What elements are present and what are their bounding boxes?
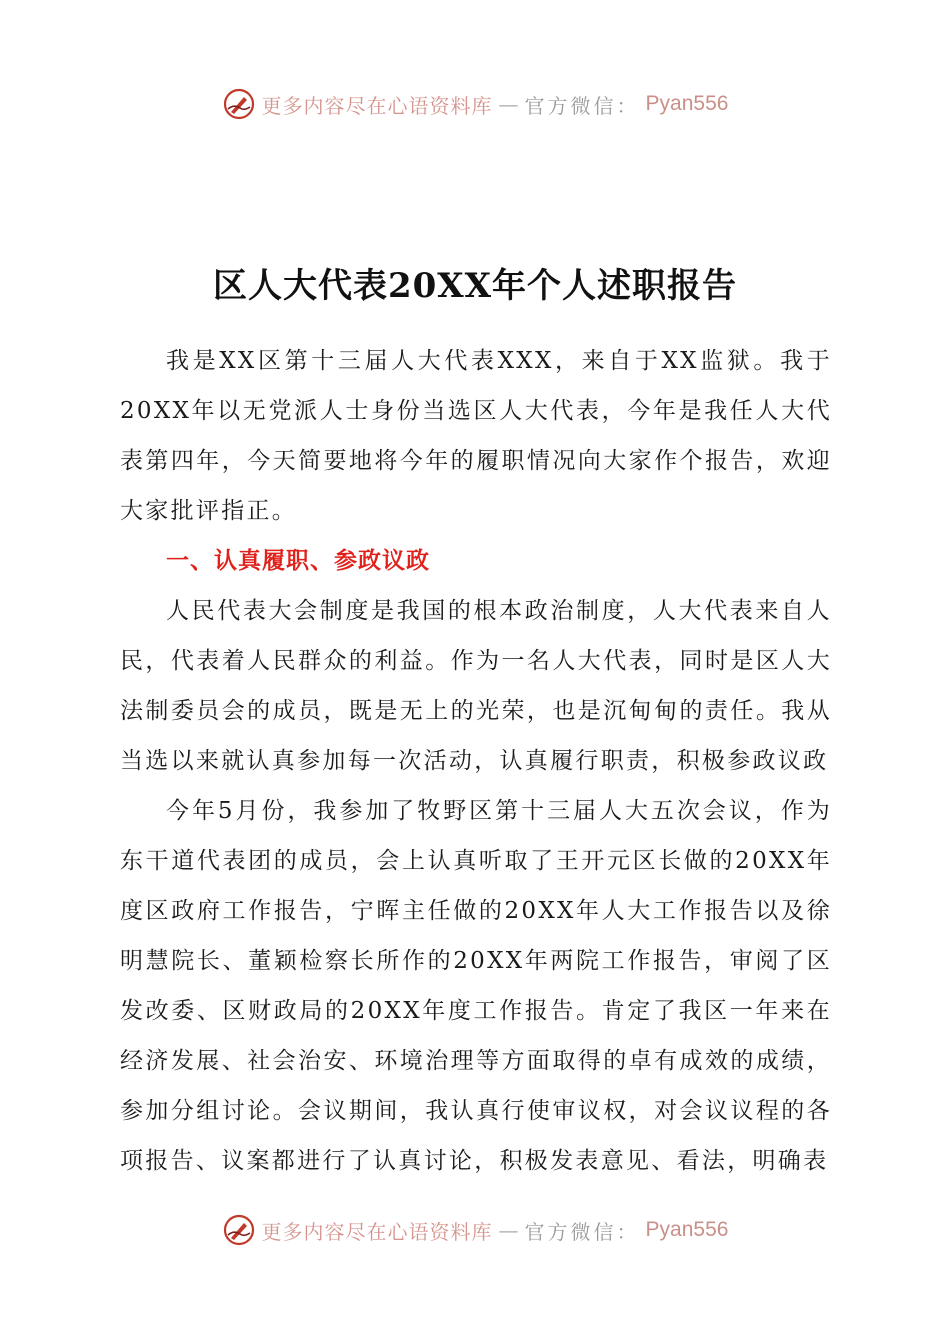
body-paragraph: 人民代表大会制度是我国的根本政治制度，人大代表来自人民，代表着人民群众的利益。作为一名人大代表，同时是区人大法制委员会的成员，既是无上的光荣，也是沉甸甸的责任。我从当选以来就认真参加每一次活动，认真履行职责，积极参政议政 [120, 598, 832, 774]
banner-official-label: 官方微信： [524, 93, 640, 118]
banner-official-label: 官方微信： [524, 1219, 640, 1244]
banner-text: 更多内容尽在心语资料库 [261, 1219, 493, 1244]
banner-separator: — [498, 1218, 519, 1242]
footer-watermark-banner [0, 1210, 950, 1250]
header-watermark-banner [0, 84, 950, 124]
intro-paragraph: 我是XX区第十三届人大代表XXX，来自于XX监狱。我于20XX年以无党派人士身份当选区人大代表，今年是我任人大代表第四年，今天简要地将今年的履职情况向大家作个报告，欢迎大家批评指正。 [120, 348, 832, 524]
body-paragraph: 今年5月份，我参加了牧野区第十三届人大五次会议，作为东干道代表团的成员，会上认真听取了王开元区长做的20XX年度区政府工作报告，宁晖主任做的20XX年人大工作报告以及徐明慧院长、董颖检察长所作的20XX年两院工作报告，审阅了区发改委、区财政局的20XX年度工作报告。肯定了我区一年来在经济发展、社会治安、环境治理等方面取得的卓有成效的成绩，参加分组讨论。会议期间，我认真行使审议权，对会议议程的各项报告、议案都进行了认真讨论，积极发表意见、看法，明确表 [120, 798, 832, 1174]
section-heading: 一、认真履职、参政议政 [166, 548, 430, 574]
banner-wechat-id: Pyan556 [645, 1218, 729, 1241]
pen-logo-icon [222, 1213, 256, 1247]
document-body [120, 336, 832, 1186]
document-title: 区人大代表20XX年个人述职报告 [212, 266, 738, 306]
pen-logo-icon [222, 87, 256, 121]
banner-separator: — [498, 92, 519, 116]
banner-text: 更多内容尽在心语资料库 [261, 93, 493, 118]
banner-wechat-id: Pyan556 [645, 92, 729, 115]
